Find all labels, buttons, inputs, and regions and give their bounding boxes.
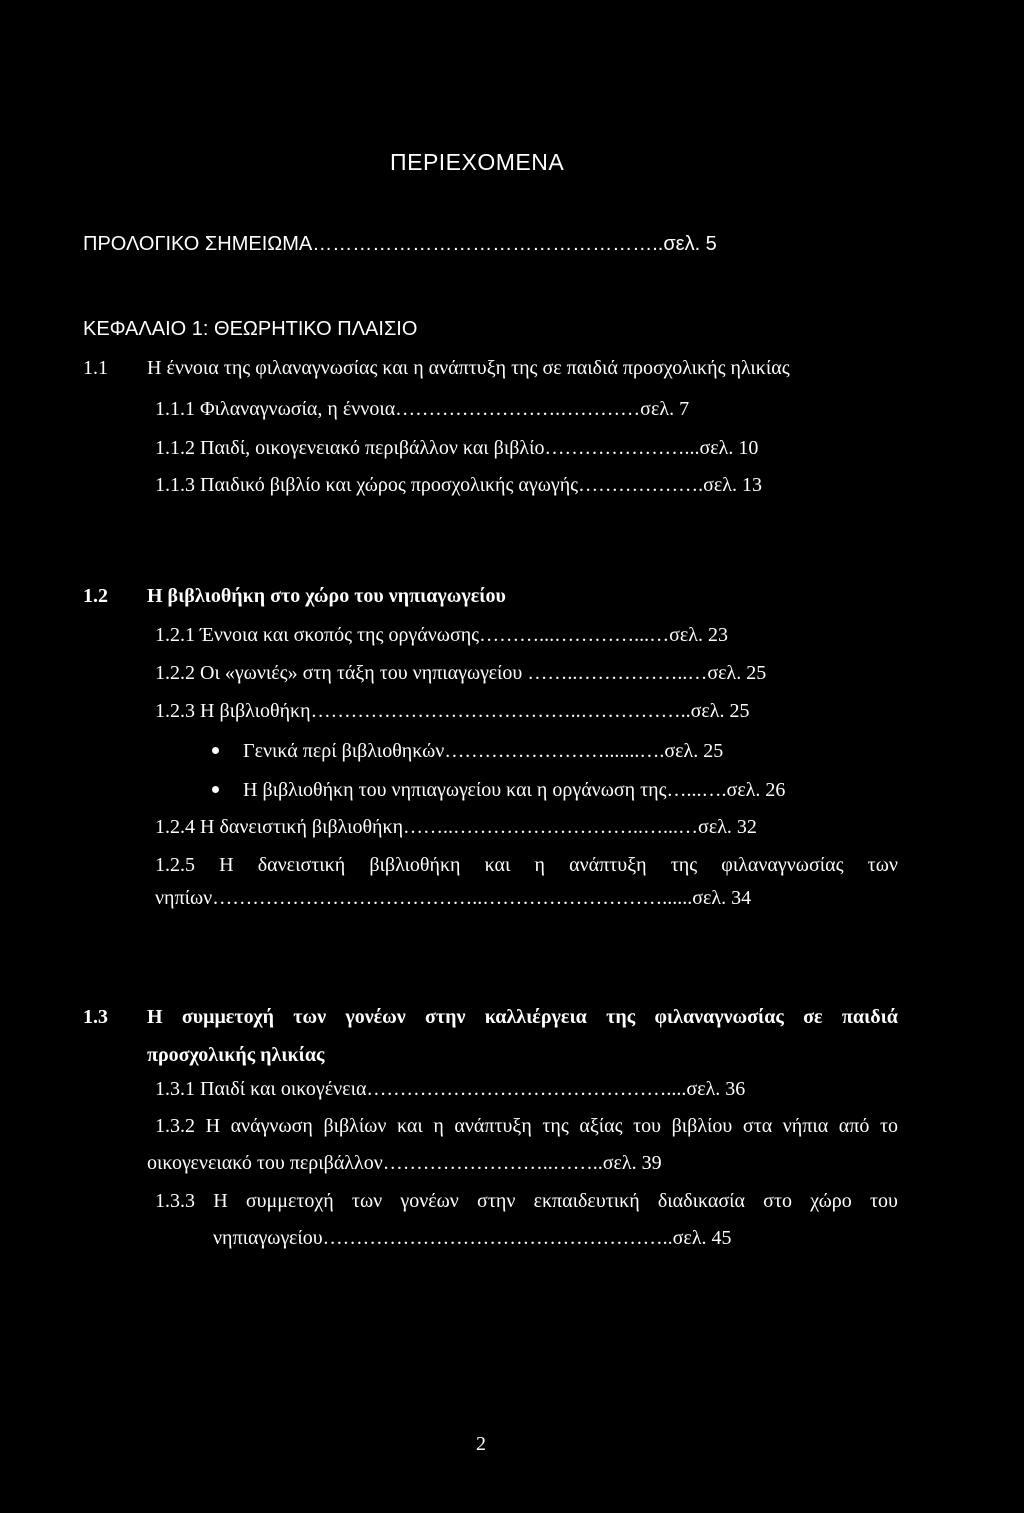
toc-bullet-general-libraries: Γενικά περί βιβλιοθηκών…………………….......….σελ. 25 — [243, 740, 724, 762]
word: 1.2.5 — [155, 854, 195, 876]
section-1-3-number: 1.3 — [83, 1006, 108, 1028]
word: των — [293, 1006, 327, 1028]
word: Η — [213, 1190, 228, 1212]
section-1-3-title-line1 — [147, 1005, 898, 1029]
word: στην — [477, 1190, 516, 1212]
word: συμμετοχή — [245, 1190, 334, 1212]
word: νήπια — [782, 1115, 829, 1137]
word: συμμετοχή — [181, 1006, 274, 1028]
word: ανάπτυξη — [454, 1115, 532, 1137]
word: διαδικασία — [657, 1190, 745, 1212]
word: της — [542, 1115, 569, 1137]
page-number: 2 — [476, 1433, 486, 1455]
toc-entry-1-3-3-line1 — [155, 1189, 898, 1213]
word: καλλιέργεια — [484, 1006, 587, 1028]
toc-entry-1-1-1: 1.1.1 Φιλαναγνωσία, η έννοια…………………….…………σελ. 7 — [155, 398, 690, 420]
word: η — [534, 854, 546, 876]
preface-entry: ΠΡΟΛΟΓΙΚΟ ΣΗΜΕΙΩΜΑ……………………………………………..σελ. 5 — [83, 233, 717, 255]
word: Η — [147, 1006, 163, 1028]
word: 1.3.2 — [155, 1115, 195, 1137]
word: το — [879, 1115, 898, 1137]
word: ανάγνωση — [230, 1115, 313, 1137]
bullet-icon — [212, 786, 219, 793]
toc-bullet-kindergarten-library: Η βιβλιοθήκη του νηπιαγωγείου και η οργάνωση της…...….σελ. 26 — [243, 779, 786, 801]
word: εκπαιδευτική — [533, 1190, 640, 1212]
word: ανάπτυξη — [569, 854, 647, 876]
chapter-heading: ΚΕΦΑΛΑΙΟ 1: ΘΕΩΡΗΤΙΚΟ ΠΛΑΙΣΙΟ — [83, 318, 418, 340]
section-1-1-number: 1.1 — [83, 357, 108, 379]
word: και — [397, 1115, 423, 1137]
word: βιβλίου — [671, 1115, 733, 1137]
toc-entry-1-2-5-line2: νηπίων…………………………………..………………………......σελ. 34 — [155, 887, 752, 909]
word: του — [869, 1190, 898, 1212]
word: βιβλίων — [323, 1115, 387, 1137]
toc-entry-1-3-1: 1.3.1 Παιδί και οικογένεια………………………………………....σελ. 36 — [155, 1078, 746, 1100]
toc-entry-1-2-4: 1.2.4 Η δανειστική βιβλιοθήκη……..………………………..…...…σελ. 32 — [155, 816, 757, 838]
word: στα — [742, 1115, 773, 1137]
word: από — [838, 1115, 870, 1137]
word: των — [867, 854, 898, 876]
section-1-2-number: 1.2 — [83, 585, 108, 607]
toc-entry-1-2-5-line1 — [155, 853, 898, 877]
bullet-icon — [212, 747, 219, 754]
word: της — [670, 854, 698, 876]
word: του — [633, 1115, 662, 1137]
word: γονέων — [400, 1190, 459, 1212]
page-title: ΠΕΡΙΕΧΟΜΕΝΑ — [390, 149, 565, 175]
word: σε — [803, 1006, 823, 1028]
toc-entry-1-1-3: 1.1.3 Παιδικό βιβλίο και χώρος προσχολικής αγωγής……………….σελ. 13 — [155, 474, 762, 496]
word: Η — [219, 854, 234, 876]
word: των — [351, 1190, 383, 1212]
word: δανειστική — [257, 854, 346, 876]
word: γονέων — [345, 1006, 406, 1028]
toc-entry-1-1-2: 1.1.2 Παιδί, οικογενειακό περιβάλλον και βιβλίο…………………...σελ. 10 — [155, 437, 759, 459]
toc-entry-1-2-3: 1.2.3 Η βιβλιοθήκη…………………………………..……………..σελ. 25 — [155, 700, 750, 722]
word: χώρο — [810, 1190, 852, 1212]
word: και — [484, 854, 511, 876]
word: η — [433, 1115, 444, 1137]
word: παιδιά — [841, 1006, 898, 1028]
section-1-3-title-line2: προσχολικής ηλικίας — [147, 1044, 325, 1066]
word: της — [606, 1006, 636, 1028]
toc-entry-1-3-3-line2: νηπιαγωγείου……………………………………………..σελ. 45 — [213, 1227, 732, 1249]
section-1-2-title: Η βιβλιοθήκη στο χώρο του νηπιαγωγείου — [147, 585, 506, 607]
toc-entry-1-2-1: 1.2.1 Έννοια και σκοπός της οργάνωσης………...…………...…σελ. 23 — [155, 624, 728, 646]
word: φιλαναγνωσίας — [654, 1006, 784, 1028]
toc-entry-1-3-2-line2: οικογενειακό του περιβάλλον……………………..……..σελ. 39 — [147, 1152, 662, 1174]
word: στην — [425, 1006, 466, 1028]
toc-entry-1-3-2-line1 — [155, 1114, 898, 1138]
word: φιλαναγνωσίας — [721, 854, 844, 876]
section-1-1-title: Η έννοια της φιλαναγνωσίας και η ανάπτυξη της σε παιδιά προσχολικής ηλικίας — [147, 357, 790, 379]
toc-entry-1-2-2: 1.2.2 Οι «γωνιές» στη τάξη του νηπιαγωγείου ……..……………..…σελ. 25 — [155, 662, 767, 684]
word: Η — [205, 1115, 221, 1137]
word: βιβλιοθήκη — [369, 854, 461, 876]
word: 1.3.3 — [155, 1190, 195, 1212]
word: αξίας — [579, 1115, 623, 1137]
word: στο — [763, 1190, 792, 1212]
